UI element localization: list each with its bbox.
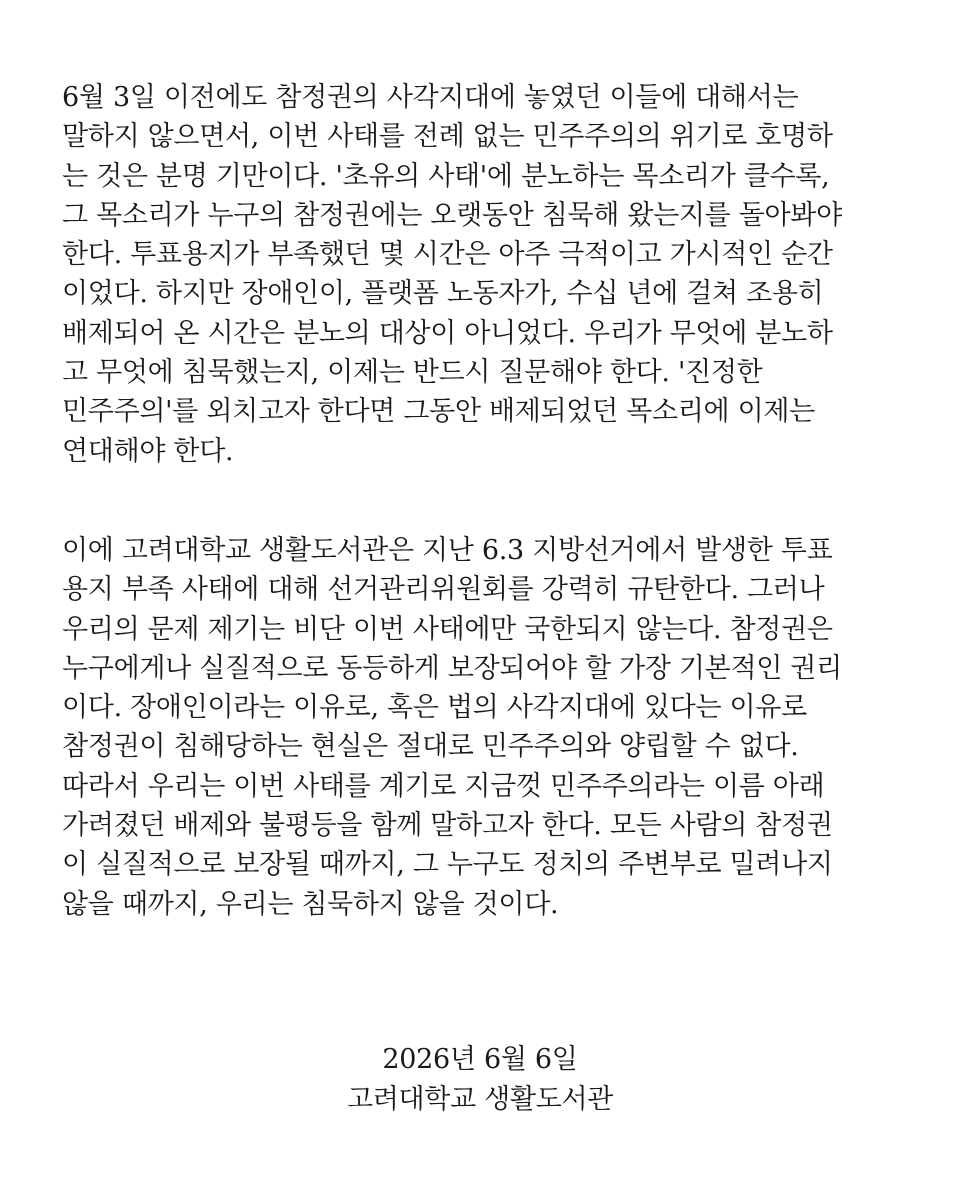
signature-organization: 고려대학교 생활도서관 [346, 1084, 614, 1115]
text-line: 이에 고려대학교 생활도서관은 지난 6.3 지방선거에서 발생한 투표 [62, 534, 833, 566]
text-line: 말하지 않으면서, 이번 사태를 전례 없는 민주주의의 위기로 호명하 [62, 121, 833, 153]
text-line: 민주주의'를 외치고자 한다면 그동안 배제되었던 목소리에 이제는 [62, 396, 815, 428]
text-line: 가려졌던 배제와 불평등을 함께 말하고자 한다. 모든 사람의 참정권 [62, 810, 833, 842]
text-line: 배제되어 온 시간은 분노의 대상이 아니었다. 우리가 무엇에 분노하 [62, 317, 833, 349]
paragraph-1 [62, 78, 902, 471]
text-line: 이다. 장애인이라는 이유로, 혹은 법의 사각지대에 있다는 이유로 [62, 692, 807, 724]
text-line: 는 것은 분명 기만이다. '초유의 사태'에 분노하는 목소리가 클수록, [62, 160, 830, 192]
text-line: 6월 3일 이전에도 참정권의 사각지대에 놓였던 이들에 대해서는 [62, 82, 799, 113]
statement-body [62, 78, 902, 924]
text-line: 이 실질적으로 보장될 때까지, 그 누구도 정치의 주변부로 밀려나지 [62, 849, 833, 881]
text-line: 참정권이 침해당하는 현실은 절대로 민주주의와 양립할 수 없다. [62, 731, 799, 763]
text-line: 우리의 문제 제기는 비단 이번 사태에만 국한되지 않는다. 참정권은 [62, 613, 833, 645]
text-line: 이었다. 하지만 장애인이, 플랫폼 노동자가, 수십 년에 걸쳐 조용히 [62, 278, 824, 310]
signature-block [0, 1040, 960, 1120]
text-line: 한다. 투표용지가 부족했던 몇 시간은 아주 극적이고 가시적인 순간 [62, 239, 833, 271]
text-line: 연대해야 한다. [62, 435, 234, 467]
paragraph-2 [62, 531, 902, 924]
text-line: 그 목소리가 누구의 참정권에는 오랫동안 침묵해 왔는지를 돌아봐야 [62, 199, 842, 231]
text-line: 용지 부족 사태에 대해 선거관리위원회를 강력히 규탄한다. 그러나 [62, 574, 825, 606]
text-line: 않을 때까지, 우리는 침묵하지 않을 것이다. [62, 888, 559, 920]
signature-date: 2026년 6월 6일 [382, 1044, 578, 1075]
text-line: 따라서 우리는 이번 사태를 계기로 지금껏 민주주의라는 이름 아래 [62, 770, 825, 802]
text-line: 고 무엇에 침묵했는지, 이제는 반드시 질문해야 한다. '진정한 [62, 357, 763, 389]
text-line: 누구에게나 실질적으로 동등하게 보장되어야 할 가장 기본적인 권리 [62, 652, 842, 684]
